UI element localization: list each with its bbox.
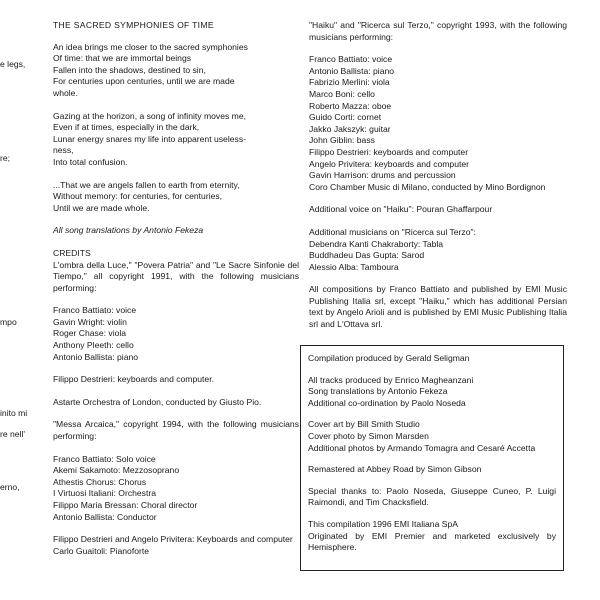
list-item: Alessio Alba: Tamboura [309, 261, 399, 272]
poem-line: whole. [53, 87, 78, 98]
stanza-2 [53, 111, 299, 169]
poem-line: Without memory: for centuries, for centuries, [53, 191, 223, 202]
poem-line: ...That we are angels fallen to earth from eternity, [53, 179, 240, 190]
list-item: Guido Corti: cornet [309, 112, 382, 123]
list-item: Gavin Wright: violin [53, 316, 127, 327]
list-item: Gavin Harrison: drums and percussion [309, 170, 456, 181]
keyboards-credit: Filippo Destrieri and Angelo Privitera: Keyboards and computer [53, 534, 293, 545]
poem-line: Into total confusion. [53, 156, 128, 167]
fragment-text: inito mi [0, 408, 28, 418]
list-item: Anthony Pleeth: cello [53, 340, 134, 351]
stanza-1 [53, 42, 299, 100]
haiku-intro: "Haiku" and "Ricerca sul Terzo," copyright 1993, with the following musicians performing: [309, 20, 567, 42]
messa-intro: "Messa Arcaica," copyright 1994, with the following musicians performing: [53, 419, 299, 442]
compositions-note: All compositions by Franco Battiato and published by EMI Music Publishing Italia srl, except "Haiku," which has additional Persian text by Angelo Arioli and is published by EMI Music Publishing Italia srl and L'Ottava srl. [309, 284, 567, 330]
destrieri-credit: Filippo Destrieri: keyboards and computer. [53, 374, 214, 385]
fragment-text: mpo [0, 317, 17, 327]
list-item: Filippo Destrieri: keyboards and computer [309, 146, 469, 157]
list-item: Franco Battiato: voice [53, 305, 137, 316]
translations-note: All song translations by Antonio Fekeza [53, 225, 204, 236]
credits-heading: CREDITS [53, 247, 91, 258]
list-item: Franco Battiato: voice [309, 54, 393, 65]
credits-intro: L'ombra della Luce," "Povera Patria" and "Le Sacre Sinfonie del Tiempo," all copyright 1991, with the following musicians performing: [53, 259, 299, 293]
originated-note: Originated by EMI Premier and marketed exclusively by Hemisphere. [308, 530, 556, 553]
compilation-credit: Compilation produced by Gerald Seligman [308, 353, 470, 363]
compilation-credits-box [300, 345, 564, 571]
haiku-musicians [309, 54, 567, 182]
coro-credit: Coro Chamber Music di Milano, conducted by Mino Bordignon [309, 181, 546, 192]
poem-line: Gazing at the horizon, a song of infinity moves me, [53, 110, 246, 121]
list-item: Athestis Chorus: Chorus [53, 476, 147, 487]
poem-line: An idea brings me closer to the sacred symphonies [53, 41, 248, 52]
list-item: Angelo Privitera: keyboards and computer [309, 158, 470, 169]
list-item: Antonio Ballista: piano [309, 65, 395, 76]
list-item: Roberto Mazza: oboe [309, 100, 392, 111]
list-item: Antonio Ballista: piano [53, 351, 139, 362]
poem-line: For centuries upon centuries, until we are made [53, 76, 235, 87]
fragment-text: erno, [0, 482, 20, 492]
copyright-notice: This compilation 1996 EMI Italiana SpA [308, 518, 458, 529]
special-thanks: Special thanks to: Paolo Noseda, Giuseppe Cuneo, P. Luigi Raimondi, and Tim Chacksfield. [308, 485, 556, 508]
list-item: Buddhadeu Das Gupta: Sarod [309, 250, 425, 261]
photos-credit: Additional photos by Armando Tomagra and Cesaré Accetta [308, 442, 536, 453]
remastered-credit: Remastered at Abbey Road by Simon Gibson [308, 464, 482, 475]
fragment-text: re; [0, 153, 11, 163]
left-edge-fragments [0, 0, 40, 600]
additional-musicians [309, 227, 567, 273]
cover-credits [308, 419, 556, 454]
list-item: Jakko Jakszyk: guitar [309, 123, 391, 134]
list-item: Filippo Maria Bressan: Choral director [53, 500, 198, 510]
list-item: Additional co-ordination by Paolo Noseda [308, 397, 466, 408]
list-item: Fabrizio Merlini: viola [309, 77, 390, 88]
fragment-text: e legs, [0, 59, 26, 69]
additional-intro: Additional musicians on "Ricerca sul Terzo": [309, 226, 476, 237]
list-item: Antonio Ballista: Conductor [53, 511, 157, 522]
list-item: John Giblin: bass [309, 135, 375, 146]
stanza-3 [53, 180, 299, 215]
astarte-credit: Astarte Orchestra of London, conducted by Giusto Pio. [53, 396, 262, 407]
poem-line: Even if at times, especially in the dark, [53, 122, 200, 133]
list-item: Song translations by Antonio Fekeza [308, 386, 448, 397]
list-item: Marco Boni: cello [309, 88, 375, 99]
list-item: Debendra Kanti Chakraborty: Tabla [309, 238, 444, 249]
list-item: Cover art by Bill Smith Studio [308, 419, 420, 430]
poem-line: Lunar energy snares my life into apparent useless- [53, 133, 246, 144]
list-item: Akemi Sakamoto: Mezzosoprano [53, 465, 180, 476]
list-item: I Virtuosi Italiani: Orchestra [53, 488, 157, 499]
poem-line: ness, [53, 145, 74, 156]
list-item: Cover photo by Simon Marsden [308, 430, 429, 441]
right-column [309, 20, 567, 331]
poem-line: Fallen into the shadows, destined to sin, [53, 64, 206, 75]
list-item: Franco Battiato: Solo voice [53, 453, 156, 464]
list-item: All tracks produced by Enrico Magheanzani [308, 374, 474, 385]
musicians-list-2 [53, 454, 299, 524]
left-column [53, 20, 299, 557]
additional-voice: Additional voice on "Haiku": Pouran Ghaffarpour [309, 204, 493, 215]
poem-line: Until we are made whole. [53, 202, 150, 213]
guaitoli-credit: Carlo Guaitoli: Pianoforte [53, 545, 150, 556]
poem-title: THE SACRED SYMPHONIES OF TIME [53, 20, 214, 30]
list-item: Roger Chase: viola [53, 328, 127, 339]
poem-line: Of time: that we are immortal beings [53, 53, 192, 64]
fragment-text: re nell' [0, 429, 26, 439]
musicians-list-1 [53, 305, 299, 363]
tracks-credits [308, 375, 556, 410]
